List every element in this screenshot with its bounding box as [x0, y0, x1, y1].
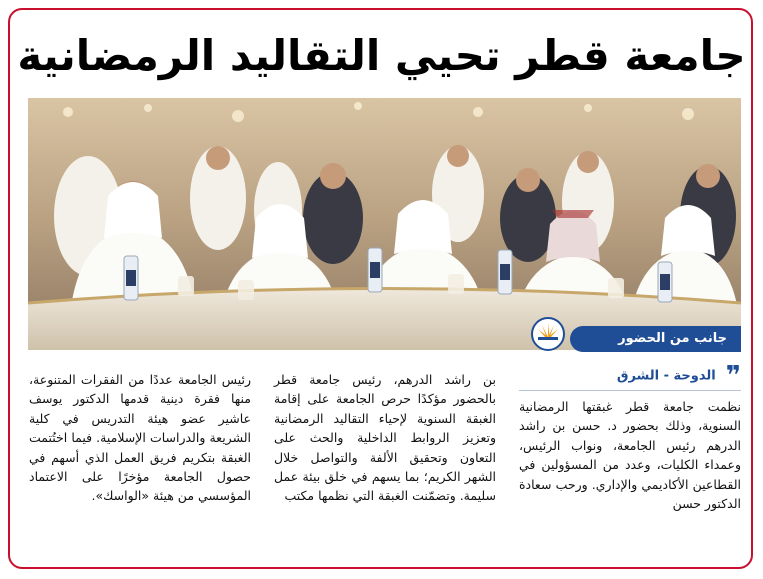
dateline-text: الدوحة - الشرق	[616, 368, 716, 384]
article-body	[28, 362, 741, 552]
column-2-text: بن راشد الدرهم، رئيس جامعة قطر بالحضور مؤكدًا حرص الجامعة على إقامة الغبقة السنوية لإحياء التقاليد الرمضانية وتعزيز الروابط الداخلية والحث على التعاون وتحقيق الألفة والتواصل خلال الشهر الكريم؛ بما يسهم في خلق بيئة عمل سليمة. وتضمّنت الغبقة التي نظمها مكتب	[274, 372, 496, 504]
event-photo	[28, 98, 741, 350]
event-photo-illustration	[28, 98, 741, 350]
newspaper-logo-icon	[531, 317, 565, 351]
column-1-text: نظمت جامعة قطر غبقتها الرمضانية السنوية، وذلك بحضور د. حسن بن راشد الدرهم رئيس الجامعة، ونواب الرئيس، وعمداء الكليات، وعدد من المسؤولين في القطاعين الأكاديمي والإداري. ورحب سعادة الدكتور حسن	[519, 399, 741, 512]
article-column-1	[519, 362, 741, 513]
article-column-2	[274, 370, 496, 506]
quote-icon: ❞	[725, 361, 741, 391]
photo-caption: جانب من الحضور	[570, 326, 741, 352]
sun-logo-icon	[533, 319, 563, 349]
headline: جامعة قطر تحيي التقاليد الرمضانية	[17, 31, 746, 80]
dateline	[519, 362, 741, 391]
article-column-3	[29, 370, 251, 506]
column-3-text: رئيس الجامعة عددًا من الفقرات المتنوعة، منها فقرة دينية قدمها الدكتور يوسف عاشير عضو هيئة التدريس في كلية الشريعة والدراسات الإسلامية. فيما اختُتمت الغبقة بتكريم فريق العمل الذي أسهم في حصول الجامعة مؤخرًا على الاعتماد المؤسسي من هيئة «الواسك».	[29, 372, 251, 504]
